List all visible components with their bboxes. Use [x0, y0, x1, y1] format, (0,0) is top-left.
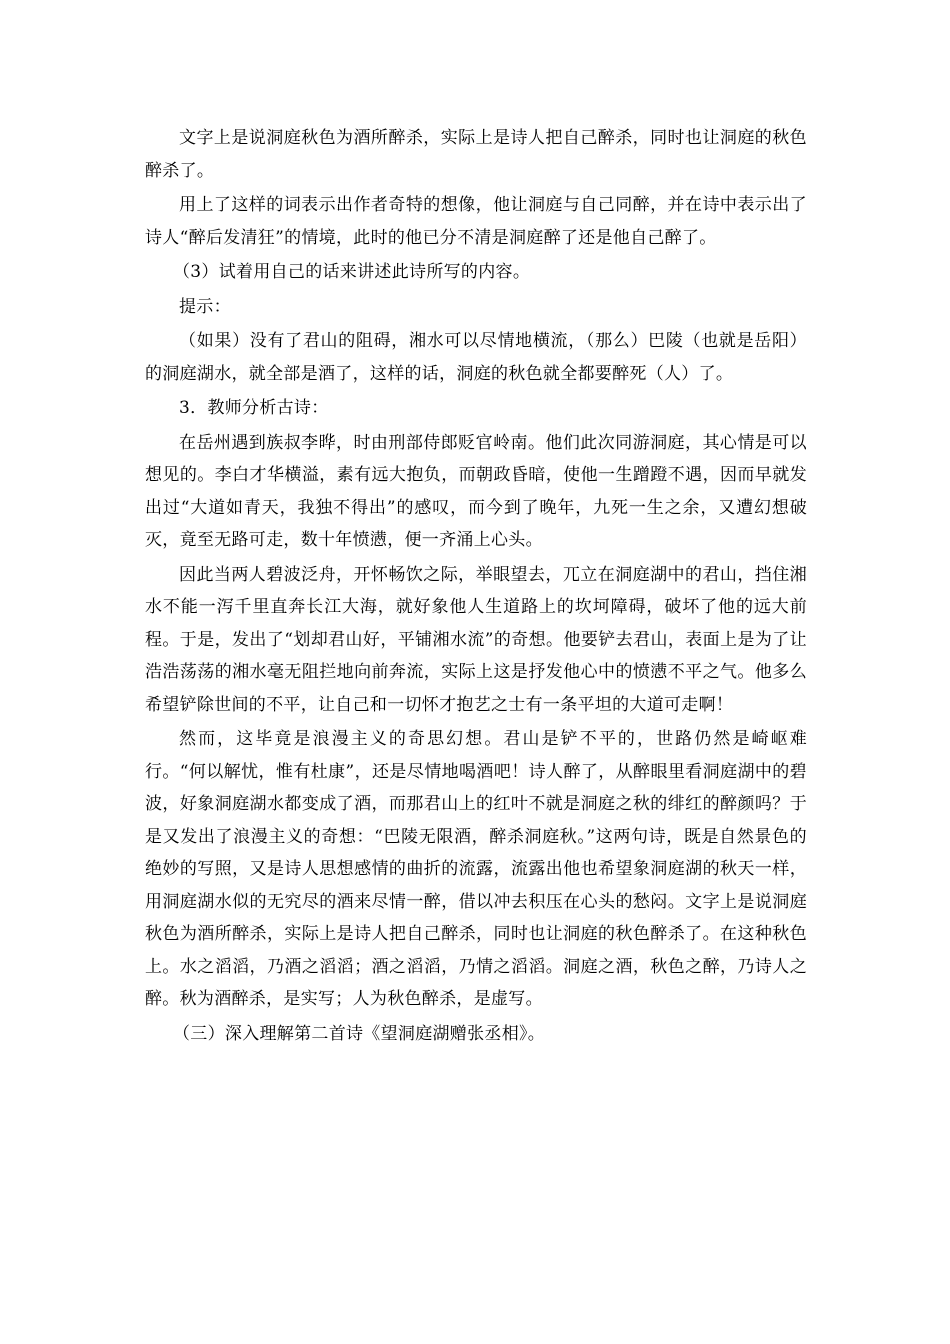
paragraph-hint-answer: （如果）没有了君山的阻碍，湘水可以尽情地横流，（那么）巴陵（也就是岳阳）的洞庭湖水，就全部是酒了，这样的话，洞庭的秋色就全都要醉死（人）了。	[145, 331, 807, 384]
paragraph-remove-junshan: 因此当两人碧波泛舟，开怀畅饮之际，举眼望去，兀立在洞庭湖中的君山，挡住湘水不能一泻千里直奔长江大海，就好象他人生道路上的坎坷障碍，破坏了他的远大前程。于是，发出了“划却君山好，平铺湘水流”的奇想。他要铲去君山，表面上是为了让浩浩荡荡的湘水毫无阻拦地向前奔流，实际上这是抒发他心中的愤懑不平之气。他多么希望铲除世间的不平，让自己和一切怀才抱艺之士有一条平坦的大道可走啊！	[145, 564, 807, 715]
section-3-teacher-analysis-heading: 3．教师分析古诗：	[179, 398, 329, 418]
paragraph-drunk-autumn-meaning: 文字上是说洞庭秋色为酒所醉杀，实际上是诗人把自己醉杀，同时也让洞庭的秋色醉杀了。	[145, 128, 807, 181]
section-three-second-poem-heading: （三）深入理解第二首诗《望洞庭湖赠张丞相》。	[173, 1023, 546, 1044]
paragraph-background-li-ye: 在岳州遇到族叔李晔，时由刑部侍郎贬官岭南。他们此次同游洞庭，其心情是可以想见的。李白才华横溢，素有远大抱负，而朝政昏暗，使他一生蹭蹬不遇，因而早就发出过“大道如青天，我独不得出”的感叹，而今到了晚年，九死一生之余，又遭幻想破灭，竟至无路可走，数十年愤懑，便一齐涌上心头。	[145, 432, 807, 550]
hint-label: 提示：	[179, 296, 231, 317]
question-3-retell-poem: （3）试着用自己的话来讲述此诗所写的内容。	[173, 262, 531, 282]
paragraph-romantic-fantasy: 然而，这毕竟是浪漫主义的奇思幻想。君山是铲不平的，世路仍然是崎岖难行。“何以解忧，惟有杜康”，还是尽情地喝酒吧！诗人醉了，从醉眼里看洞庭湖中的碧波，好象洞庭湖水都变成了酒，而那君山上的红叶不就是洞庭之秋的绯红的醉颜吗？于是又发出了浪漫主义的奇想：“巴陵无限酒，醉杀洞庭秋。”这两句诗，既是自然景色的绝妙的写照，又是诗人思想感情的曲折的流露，流露出他也希望象洞庭湖的秋天一样，用洞庭湖水似的无究尽的酒来尽情一醉，借以冲去积压在心头的愁闷。文字上是说洞庭秋色为酒所醉杀，实际上是诗人把自己醉杀，同时也让洞庭的秋色醉杀了。在这种秋色上。水之滔滔，乃酒之滔滔；酒之滔滔，乃情之滔滔。洞庭之酒，秋色之醉，乃诗人之醉。秋为酒醉杀，是实写；人为秋色醉杀，是虚写。	[145, 729, 807, 1009]
document-body	[145, 122, 807, 1052]
paragraph-imagination-word-usage: 用上了这样的词表示出作者奇特的想像，他让洞庭与自己同醉，并在诗中表示出了诗人“醉后发清狂”的情境，此时的他已分不清是洞庭醉了还是他自己醉了。	[145, 195, 807, 248]
